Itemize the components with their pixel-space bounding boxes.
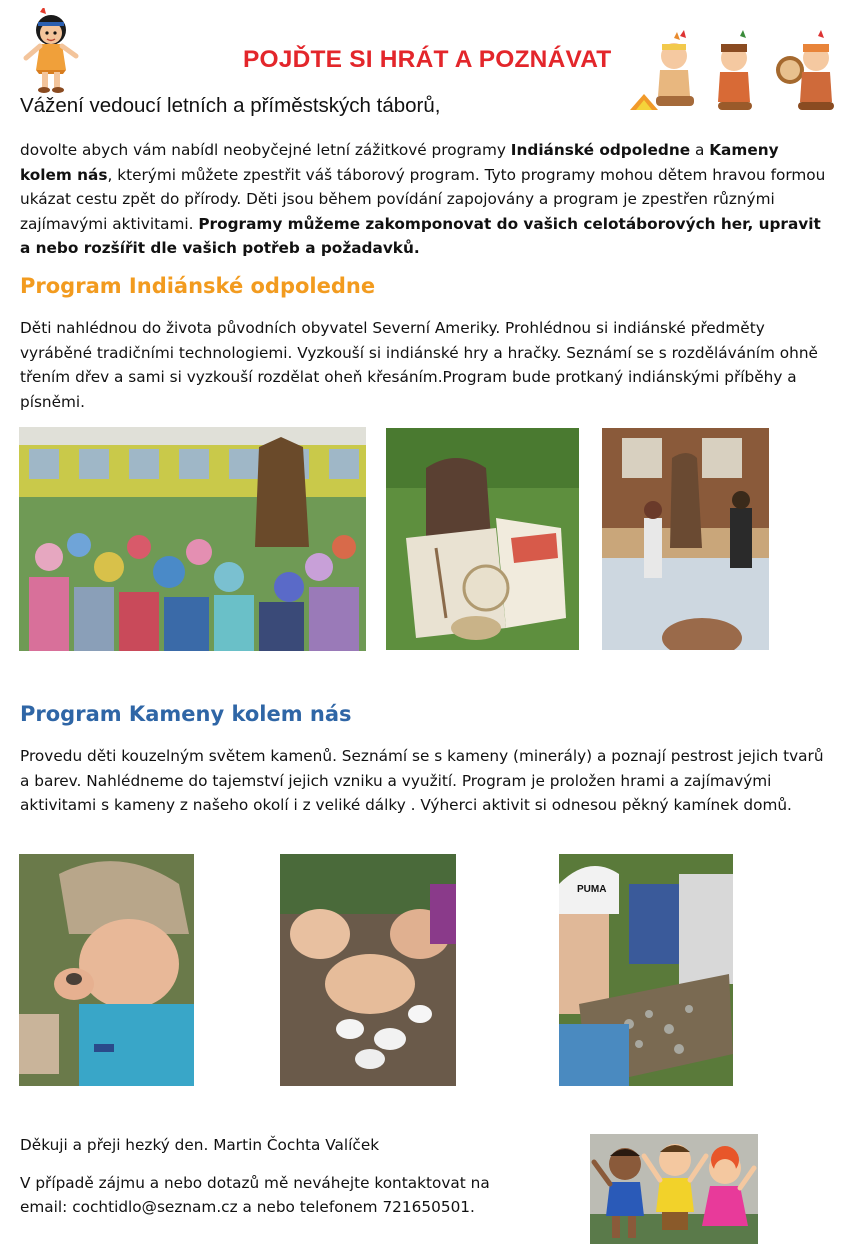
intro-bold-closing: Programy můžeme zakomponovat do vašich celotáborových her, upravit a nebo rozšířit dle vašich potřeb a požadavků. <box>20 214 821 257</box>
closing-thanks: Děkuji a přeji hezký den. Martin Čochta Valíček <box>20 1136 380 1154</box>
page-title: POJĎTE SI HRÁT A POZNÁVAT <box>243 46 612 73</box>
indian-girl-clipart <box>18 8 84 98</box>
intro-bold-program-2: Kameny kolem nás <box>20 141 779 184</box>
photo-indian-artifacts <box>386 428 579 650</box>
greeting: Vážení vedoucí letních a příměstských táborů, <box>20 94 441 117</box>
indian-kids-clipart <box>622 30 842 116</box>
intro-bold-program-1: Indiánské odpoledne <box>510 141 691 159</box>
happy-kids-clipart <box>590 1134 758 1244</box>
intro-text-3: , kterými můžete zpestřit váš táborový program. Tyto programy mohou dětem hravou formou ukázat cestu zpět do přírody. Děti jsou během povídání zapojovány a program je zpestřen různými zajímavými aktivitami. <box>20 165 826 233</box>
contact-line-2: email: cochtidlo@seznam.cz a nebo telefonem 721650501. <box>20 1198 475 1216</box>
program2-heading: Program Kameny kolem nás <box>20 702 352 726</box>
photo-children-stones-table <box>559 854 733 1086</box>
intro-text-2: a <box>690 141 710 159</box>
program1-heading: Program Indiánské odpoledne <box>20 274 376 298</box>
photo-indoor-games <box>602 428 769 650</box>
intro-paragraph <box>20 138 832 261</box>
program1-text: Děti nahlédnou do života původních obyvatel Severní Ameriky. Prohlédnou si indiánské předměty vyráběné tradičními technologiemi. Vyzkouší si indiánské hry a hračky. Seznámí se s rozděláváním ohně třením dřev a sami si vyzkouší rozdělat oheň křesáním.Program bude protkaný indiánskými příběhy a písněmi. <box>20 319 818 411</box>
photo-boy-with-stone <box>19 854 194 1086</box>
cap-brand-text: PUMA <box>577 884 607 895</box>
photo-children-circle <box>19 427 366 651</box>
program2-text: Provedu děti kouzelným světem kamenů. Seznámí se s kameny (minerály) a poznají pestrost jejich tvarů a barev. Nahlédneme do tajemství jejich vzniku a využití. Program je proložen hrami a zajímavými aktivitami s kameny z našeho okolí i z veliké dálky . Výherci aktivit si odnesou pěkný kamínek domů. <box>20 747 824 814</box>
contact-line-1: V případě zájmu a nebo dotazů mě neváhejte kontaktovat na <box>20 1174 490 1192</box>
photo-hands-white-stones <box>280 854 456 1086</box>
intro-text-1: dovolte abych vám nabídl neobyčejné letní zážitkové programy <box>20 141 511 159</box>
